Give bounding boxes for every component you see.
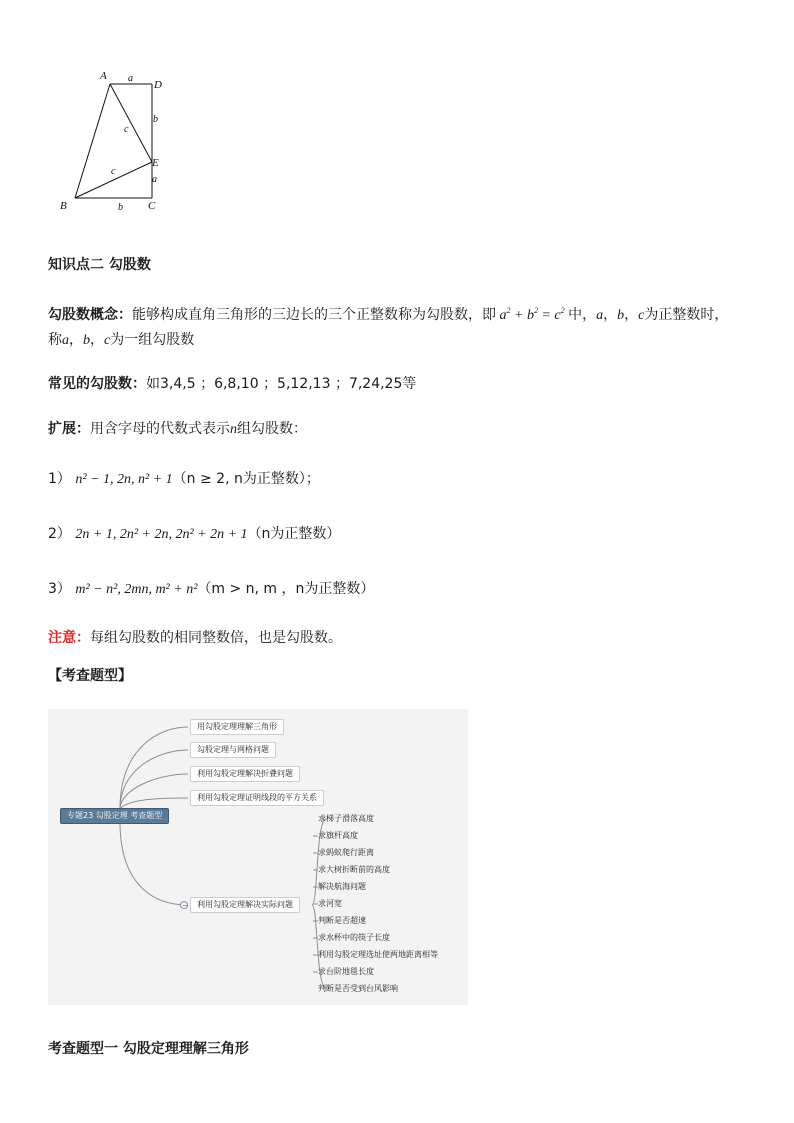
mind-map-leaf[interactable]: 利用勾股定理选址使两地距离相等: [318, 950, 438, 959]
mind-map-leaf[interactable]: 求台阶地毯长度: [318, 967, 374, 976]
exam-type-one-title: 考查题型一 勾股定理理解三角形: [48, 1041, 249, 1057]
label-be: c: [111, 166, 116, 177]
label-ae: c: [124, 124, 129, 135]
formula-1: 1） n² − 1, 2n, n² + 1（n ≥ 2, n为正整数）；: [48, 471, 320, 487]
pythagorean-equation: $a^2 + b^2 = c^2$: [499, 306, 565, 323]
label-ad: a: [128, 73, 133, 84]
mind-map-branch-4[interactable]: 利用勾股定理证明线段的平方关系: [190, 790, 324, 806]
mind-map-root[interactable]: 专题23 勾股定理 考查题型: [60, 808, 169, 824]
edge-ab: [75, 84, 110, 198]
mind-map-leaf[interactable]: 求梯子滑落高度: [318, 814, 374, 823]
svg-text:−: −: [181, 901, 189, 910]
mind-map-leaf[interactable]: 解决航海问题: [318, 882, 366, 891]
mind-map-leaf[interactable]: 求蚂蚁爬行距离: [318, 848, 374, 857]
concept-label: 勾股数概念：: [48, 307, 132, 323]
edge-ae: [110, 84, 152, 162]
label-de: b: [153, 114, 158, 125]
mind-map-branch-2[interactable]: 勾股定理与网格问题: [190, 742, 276, 758]
geometry-figure: [55, 65, 175, 215]
formula-3: 3） m² − n², 2mn, m² + n²（m > n, m ，n为正整数）: [48, 581, 375, 597]
mind-map-leaf[interactable]: 判断是否超速: [318, 916, 366, 925]
vertex-b: B: [60, 200, 67, 212]
concept-line-1: 勾股数概念：能够构成直角三角形的三边长的三个正整数称为勾股数，即 $a^2 + b^2 = c^2$ 中，a，b，c为正整数时，: [48, 306, 729, 323]
label-bc: b: [118, 202, 123, 213]
concept-line-2: 称a，b，c为一组勾股数: [48, 332, 195, 348]
mind-map-leaf[interactable]: 求旗杆高度: [318, 831, 358, 840]
label-ec: a: [152, 174, 157, 185]
mind-map-branch-3[interactable]: 利用勾股定理解决折叠问题: [190, 766, 300, 782]
vertex-d: D: [154, 79, 162, 91]
formula-2: 2） 2n + 1, 2n² + 2n, 2n² + 2n + 1（n为正整数）: [48, 526, 341, 542]
mind-map-branch-5[interactable]: 利用勾股定理解决实际问题: [190, 897, 300, 913]
section-title: 知识点二 勾股数: [48, 257, 151, 273]
common-triples: 常见的勾股数：如3,4,5 ；6,8,10 ；5,12,13 ；7,24,25等: [48, 376, 417, 392]
note-label: 注意：: [48, 630, 90, 646]
note: 注意：每组勾股数的相同整数倍，也是勾股数。: [48, 630, 342, 646]
vertex-a: A: [100, 70, 107, 82]
mind-map: [48, 709, 468, 1005]
vertex-e: E: [152, 157, 159, 169]
vertex-c: C: [148, 200, 156, 212]
exam-types-heading: 【考查题型】: [48, 668, 132, 684]
mind-map-branch-1[interactable]: 用勾股定理理解三角形: [190, 719, 284, 735]
mind-map-leaf[interactable]: 判断是否受到台风影响: [318, 984, 398, 993]
concept-text-1: 能够构成直角三角形的三边长的三个正整数称为勾股数，即: [132, 307, 496, 323]
mind-map-leaf[interactable]: 求河宽: [318, 899, 342, 908]
mind-map-leaf[interactable]: 求大树折断前的高度: [318, 865, 390, 874]
expand-line: 扩展：用含字母的代数式表示n组勾股数：: [48, 421, 307, 437]
mind-map-leaf[interactable]: 求水杯中的筷子长度: [318, 933, 390, 942]
